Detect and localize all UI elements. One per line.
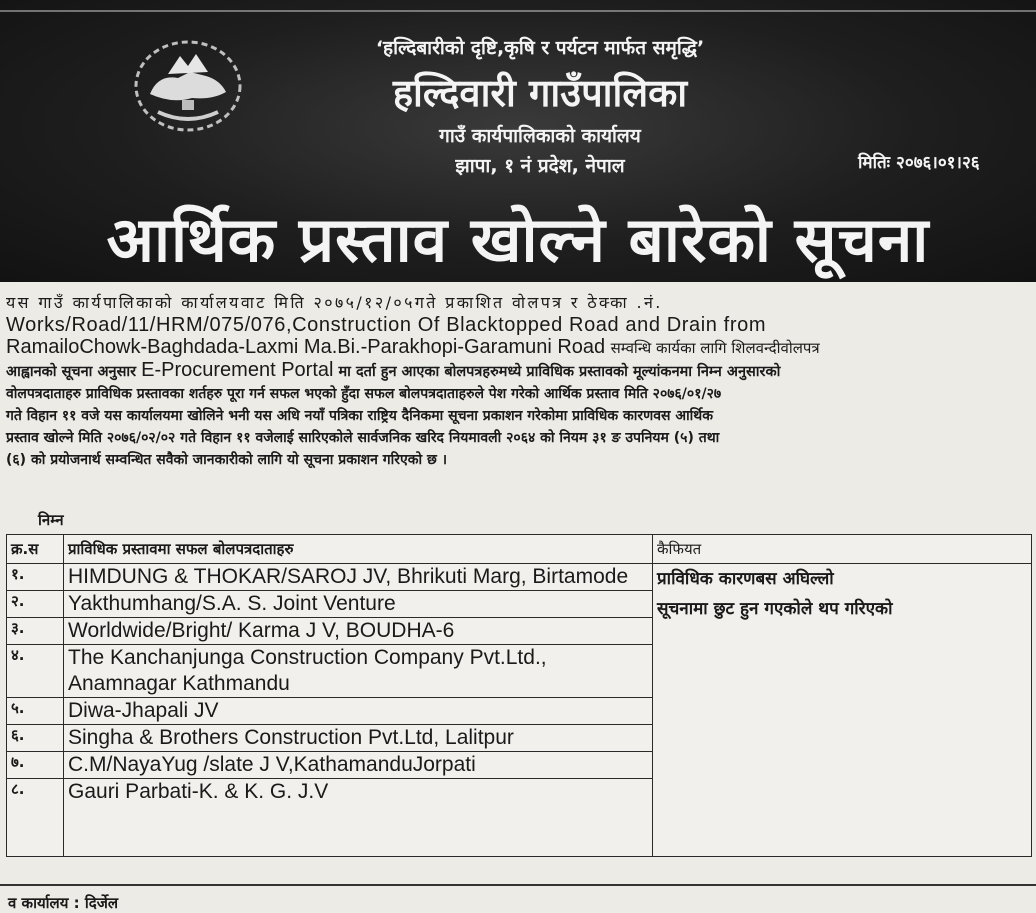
row-bidder: C.M/NayaYug /slate J V,KathamanduJorpati	[64, 752, 653, 779]
notice-line-4	[6, 359, 1030, 383]
notice-body	[6, 292, 1030, 471]
notice-line-3-rest: सम्वन्धि कार्यका लागि शिलवन्दीवोलपत्र	[610, 339, 820, 357]
row-serial: ६.	[7, 725, 64, 752]
notice-line-8: (६) को प्रयोजनार्थ सम्वन्धित सवैको जानकारीको लागि यो सूचना प्रकाशन गरिएको छ ।	[6, 452, 448, 468]
portal-name: E-Procurement Portal	[141, 359, 334, 381]
notice-line-4-post: मा दर्ता हुन आएका बोलपत्रहरुमध्ये प्राविधिक प्रस्तावको मूल्यांकनमा निम्न अनुसारको	[338, 364, 781, 380]
table-header-row	[7, 535, 1032, 564]
office-name: गाउँ कार्यपालिकाको कार्यालय	[439, 125, 641, 147]
notice-line-2: Works/Road/11/HRM/075/076,Construction Of Blacktopped Road and Drain from	[6, 314, 767, 336]
notice-line-6: गते विहान ११ वजे यस कार्यालयमा खोलिने भनी यस अधि नयाँ पत्रिका राष्ट्रिय दैनिकमा सूचना प्रकाशन गरेकोमा प्राविधिक कारणवस आर्थिक	[6, 408, 713, 424]
office-address: झापा, १ नं प्रदेश, नेपाल	[455, 155, 625, 177]
row-serial: १.	[7, 564, 64, 591]
banner-top-rule	[0, 10, 1036, 12]
municipality-name: हल्दिवारी गाउँपालिका	[392, 70, 688, 115]
notice-headline: आर्थिक प्रस्ताव खोल्ने बारेको सूचना	[106, 203, 930, 276]
row-serial: ४.	[7, 645, 64, 698]
table-row	[7, 564, 1032, 591]
row-bidder: Yakthumhang/S.A. S. Joint Venture	[64, 591, 653, 618]
notice-banner	[0, 0, 1036, 282]
header-bidders: प्राविधिक प्रस्तावमा सफल बोलपत्रदाताहरु	[64, 535, 653, 564]
header-serial: क्र.स	[7, 535, 64, 564]
road-name: RamailoChowk-Baghdada-Laxmi Ma.Bi.-Parakhopi-Garamuni Road	[6, 336, 606, 358]
header-remarks: कैफियत	[653, 535, 1032, 564]
notice-line-1: यस गाउँ कार्यपालिकाको कार्यालयवाट मिति २०७५/१२/०५गते प्रकाशित वोलपत्र र ठेक्का .नं.	[6, 293, 663, 312]
row-bidder: Singha & Brothers Construction Pvt.Ltd, Lalitpur	[64, 725, 653, 752]
row-serial: ८.	[7, 779, 64, 857]
footer-rule	[0, 884, 1036, 886]
row-bidder	[64, 645, 653, 698]
row-serial: ३.	[7, 618, 64, 645]
row-bidder: Gauri Parbati-K. & K. G. J.V	[64, 779, 653, 857]
row-serial: २.	[7, 591, 64, 618]
remarks-cell	[653, 564, 1032, 857]
row-bidder: HIMDUNG & THOKAR/SAROJ JV, Bhrikuti Marg, Birtamode	[64, 564, 653, 591]
notice-line-7: प्रस्ताव खोल्ने मिति २०७६/०२/०२ गते विहान ११ वजेलाई सारिएकोले सार्वजनिक खरिद नियमावली २०६४ को नियम ३१ ङ उपनियम (५) तथा	[6, 430, 720, 446]
notice-line-3	[6, 336, 1030, 359]
remark-line-2: सूचनामा छुट हुन गएकोले थप गरिएको	[657, 599, 893, 619]
nepal-emblem-icon	[128, 34, 248, 134]
bidders-table	[6, 534, 1032, 857]
notice-date: मितिः २०७६।०१।२६	[858, 153, 980, 173]
municipality-motto: ‘हल्दिबारीको दृष्टि,कृषि र पर्यटन मार्फत समृद्धि’	[375, 37, 705, 59]
row-bidder-line-1: The Kanchanjunga Construction Company Pvt.Ltd.,	[68, 646, 547, 669]
notice-line-5: वोलपत्रदाताहरु प्राविधिक प्रस्तावका शर्तहरु पूरा गर्न सफल भएको हुँदा सफल बोलपत्रदाताहरुले पेश गरेको आर्थिक प्रस्ताव मिति २०७६/०१/२७	[6, 386, 722, 402]
footer-text: व कार्यालय : दिर्जेल	[8, 894, 119, 912]
remark-line-1: प्राविधिक कारणबस अघिल्लो	[657, 569, 834, 589]
row-serial: ५.	[7, 698, 64, 725]
notice-line-4-pre: आह्वानको सूचना अनुसार	[6, 364, 137, 380]
row-bidder-line-2: Anamnagar Kathmandu	[68, 672, 290, 695]
row-bidder: Worldwide/Bright/ Karma J V, BOUDHA-6	[64, 618, 653, 645]
row-serial: ७.	[7, 752, 64, 779]
table-intro-label: निम्न	[38, 511, 64, 529]
row-bidder: Diwa-Jhapali JV	[64, 698, 653, 725]
